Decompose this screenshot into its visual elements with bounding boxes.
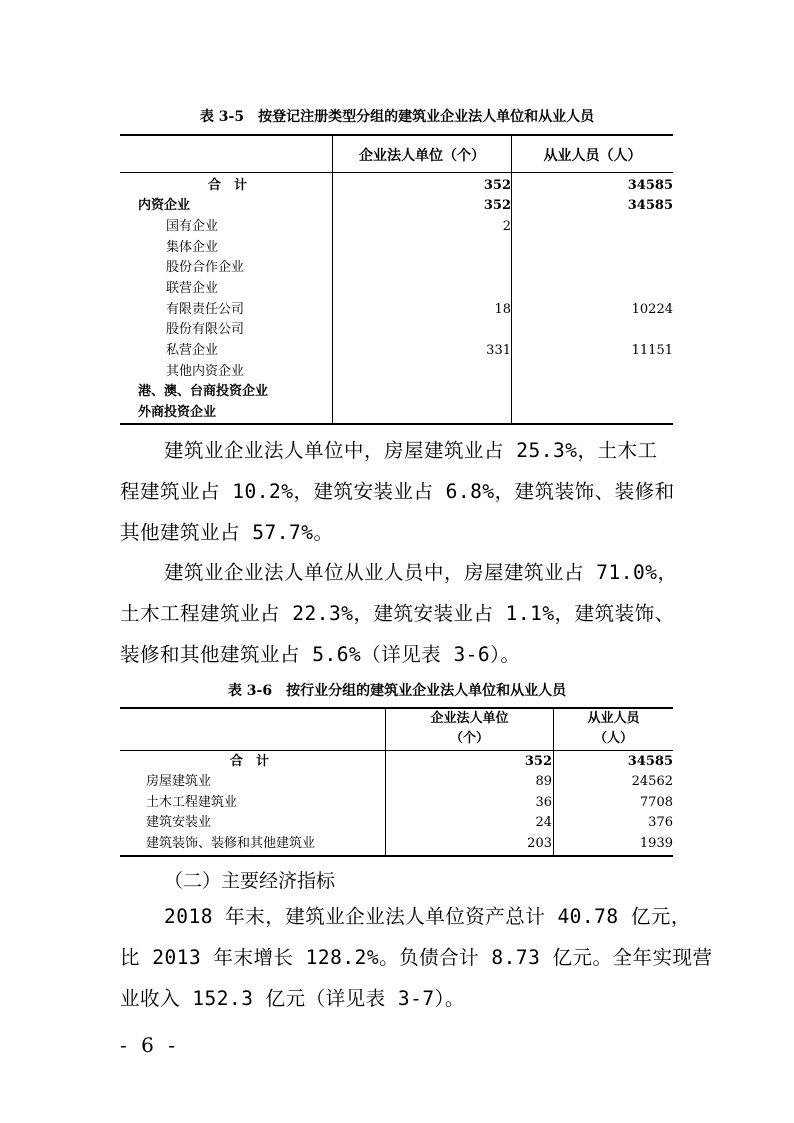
row-label: 国有企业 [166, 219, 219, 234]
row-label: 合 计 [230, 754, 270, 769]
cell-employees: 34585 [627, 754, 673, 769]
table-row [120, 362, 673, 382]
section-heading: （二）主要经济指标 [164, 870, 336, 892]
table-3-6-number: 表 3-6 [227, 683, 273, 699]
column-header-units [386, 709, 553, 749]
cell-units: 331 [486, 343, 511, 358]
cell-units: 36 [535, 795, 552, 810]
table-row [120, 772, 673, 792]
cell-units: 24 [535, 815, 552, 830]
table-header-rule [120, 750, 673, 751]
cell-units: 18 [494, 302, 511, 317]
paragraph-employees-share [120, 552, 676, 675]
paragraph-line: 比 2013 年末增长 128.2%。负债合计 8.73 亿元。全年实现营 [120, 946, 713, 969]
row-label: 股份合作企业 [166, 260, 245, 275]
table-row [120, 834, 673, 854]
table-bottom-rule [120, 423, 673, 425]
cell-employees: 34585 [627, 198, 673, 213]
table-3-6 [120, 707, 673, 857]
paragraph-line: 装修和其他建筑业占 5.6%（详见表 3-6）。 [120, 643, 521, 666]
cell-units: 203 [527, 836, 552, 851]
header-line: （个） [449, 731, 489, 746]
header-line: 企业法人单位 [430, 711, 509, 726]
cell-units: 352 [483, 198, 511, 213]
cell-units: 352 [483, 178, 511, 193]
table-row [120, 320, 673, 340]
column-header-units: 企业法人单位（个） [359, 148, 485, 164]
cell-employees: 1939 [639, 836, 673, 851]
paragraph-line: 2018 年末，建筑业企业法人单位资产总计 40.78 亿元， [164, 905, 691, 928]
table-row [120, 258, 673, 278]
table-3-6-caption [0, 680, 794, 700]
row-label: 土木工程建筑业 [146, 795, 238, 810]
cell-employees: 376 [648, 815, 673, 830]
paragraph-legal-units-share [120, 430, 676, 553]
header-line: 从业人员 [587, 711, 640, 726]
cell-units: 89 [535, 774, 552, 789]
column-header-employees: 从业人员（人） [543, 148, 642, 164]
table-header-rule [120, 172, 673, 173]
row-label: 建筑装饰、装修和其他建筑业 [146, 836, 316, 851]
table-row [120, 382, 673, 402]
header-line: （人） [593, 731, 633, 746]
row-label: 合 计 [208, 178, 248, 193]
row-label: 其他内资企业 [166, 364, 245, 379]
paragraph-line: 建筑业企业法人单位中，房屋建筑业占 25.3%，土木工 [164, 439, 658, 462]
row-label: 建筑安装业 [146, 815, 212, 830]
table-row [120, 196, 673, 216]
row-label: 外商投资企业 [138, 405, 217, 420]
table-top-rule [120, 134, 673, 136]
table-row [120, 217, 673, 237]
page-number: - 6 - [120, 1033, 179, 1057]
paragraph-line: 建筑业企业法人单位从业人员中，房屋建筑业占 71.0%， [164, 561, 678, 584]
row-label: 股份有限公司 [166, 322, 245, 337]
table-row-total [120, 176, 673, 196]
row-label: 有限责任公司 [166, 302, 245, 317]
table-3-5-title: 按登记注册类型分组的建筑业企业法人单位和从业人员 [258, 109, 595, 125]
cell-employees: 24562 [631, 774, 673, 789]
table-3-5-number: 表 3-5 [199, 109, 245, 125]
cell-employees: 7708 [639, 795, 673, 810]
row-label: 集体企业 [166, 240, 219, 255]
row-label: 港、澳、台商投资企业 [138, 384, 269, 399]
paragraph-economic-indicators [120, 896, 713, 1019]
cell-employees: 11151 [631, 343, 673, 358]
table-row [120, 341, 673, 361]
table-row [120, 300, 673, 320]
table-3-5 [120, 134, 673, 425]
table-row [120, 238, 673, 258]
paragraph-line: 程建筑业占 10.2%，建筑安装业占 6.8%，建筑装饰、装修和 [120, 480, 675, 503]
column-header-employees [554, 709, 673, 749]
cell-units: 2 [502, 219, 511, 234]
table-row [120, 403, 673, 423]
row-label: 私营企业 [166, 343, 219, 358]
table-row [120, 813, 673, 833]
cell-units: 352 [524, 754, 552, 769]
row-label: 联营企业 [166, 281, 219, 296]
paragraph-line: 其他建筑业占 57.7%。 [120, 521, 334, 544]
cell-employees: 34585 [627, 178, 673, 193]
row-label: 内资企业 [138, 198, 191, 213]
table-row [120, 279, 673, 299]
table-row [120, 793, 673, 813]
table-3-6-title: 按行业分组的建筑业企业法人单位和从业人员 [286, 683, 567, 699]
row-label: 房屋建筑业 [146, 774, 212, 789]
table-bottom-rule [120, 855, 673, 857]
table-3-5-caption [0, 106, 794, 126]
paragraph-line: 土木工程建筑业占 22.3%，建筑安装业占 1.1%，建筑装饰、 [120, 602, 675, 625]
cell-employees: 10224 [631, 302, 673, 317]
table-row-total [120, 752, 673, 772]
paragraph-line: 业收入 152.3 亿元（详见表 3-7）。 [120, 987, 465, 1010]
